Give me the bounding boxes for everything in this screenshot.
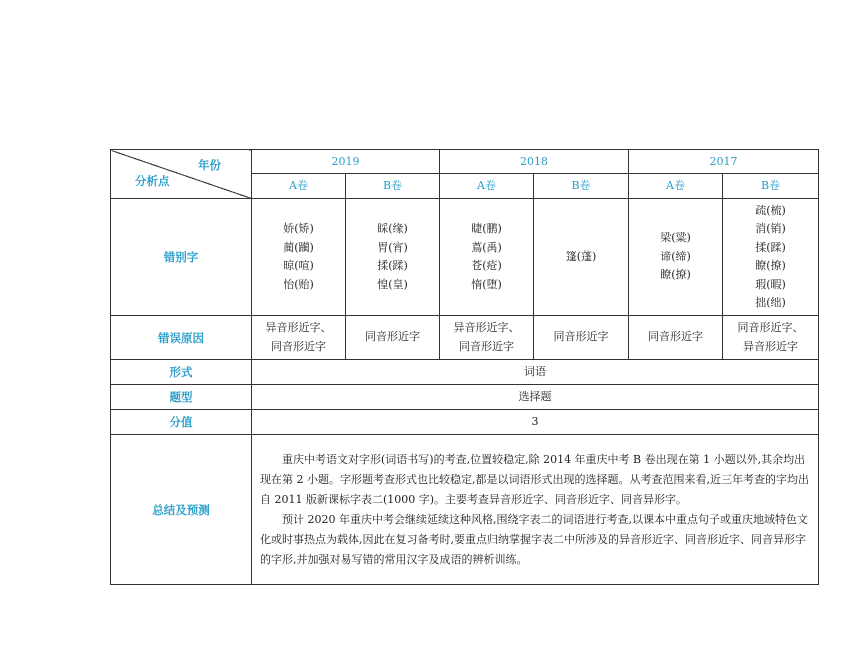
reason-cell-2019-b [346, 316, 440, 360]
paper-header: B卷 [346, 174, 440, 199]
typo-item: 惶(皇) [377, 277, 408, 291]
qtype-value: 选择题 [252, 385, 819, 410]
reason-text: 异音形近字 [743, 339, 798, 353]
reason-cell-2019-a [252, 316, 346, 360]
summary-paragraph: 重庆中考语文对字形(词语书写)的考查,位置较稳定,除 2014 年重庆中考 B 卷出现在第 1 小题以外,其余均出现在第 2 小题。字形题考查形式也比较稳定,都是以词语形式出现的选择题。从考查范围来看,近三年考查的字均出自 2011 版新课标字表二(1000 字)。主要考查异音形近字、同音形近字、同音异形字。 [260, 452, 809, 506]
score-row-label: 分值 [111, 410, 252, 435]
paper-header: A卷 [440, 174, 534, 199]
paper-header: A卷 [252, 174, 346, 199]
summary-cell [252, 435, 819, 585]
typos-cell-2017-b [723, 199, 819, 316]
typo-item: 瞭(撩) [660, 268, 691, 282]
reason-text: 异音形近字、 [453, 321, 520, 334]
reason-text: 同音形近字 [271, 339, 326, 353]
typo-item: 睫(鹏) [471, 222, 502, 235]
paper-header: B卷 [534, 174, 629, 199]
year-2018-header: 2018 [440, 150, 629, 174]
typo-item: 揉(蹂) [755, 240, 786, 254]
reason-text: 同音形近字 [365, 330, 420, 344]
typo-item: 揉(蹂) [377, 259, 408, 272]
prediction-paragraph: 预计 2020 年重庆中考会继续延续这种风格,围绕字表二的词语进行考查,以课本中重点句子或重庆地域特色文化或时事热点为载体,因此在复习备考时,要重点归纳掌握字表二中所涉及的异音形近字、同音形近字、同音异形字的字形,并加强对易写错的常用汉字及成语的辨析训练。 [260, 512, 808, 566]
reason-text: 同音形近字 [553, 330, 609, 344]
reason-cell-2018-b [534, 316, 629, 360]
analysis-corner-label: 分析点 [135, 174, 170, 188]
reason-text: 同音形近字、 [737, 321, 804, 334]
analysis-table-wrapper [110, 149, 818, 585]
paper-header: B卷 [723, 174, 819, 199]
typos-cell-2017-a [629, 199, 723, 316]
typo-item: 蔺(躏) [283, 240, 314, 254]
paper-header: A卷 [629, 174, 723, 199]
typo-item: 瑕(暇) [755, 277, 786, 291]
reason-text: 异音形近字、 [265, 321, 332, 334]
typo-item: 惰(堕) [471, 277, 502, 291]
corner-header-cell [111, 150, 252, 199]
reason-cell-2017-b [723, 316, 819, 360]
qtype-row-label: 题型 [111, 385, 252, 410]
typos-row-label: 错别字 [111, 199, 252, 316]
summary-row-label: 总结及预测 [111, 435, 252, 585]
typos-cell-2019-a [252, 199, 346, 316]
year-corner-label: 年份 [198, 158, 221, 172]
reason-text: 同音形近字 [648, 330, 703, 344]
typo-item: 苍(疮) [471, 259, 502, 272]
typo-item: 疏(梳) [755, 203, 786, 217]
typo-item: 怡(贻) [283, 277, 314, 291]
typo-item: 消(销) [755, 222, 786, 235]
typo-item: 娇(矫) [283, 222, 314, 235]
form-value: 词语 [252, 360, 819, 385]
form-row-label: 形式 [111, 360, 252, 385]
typo-item: 篷(蓬) [565, 249, 597, 263]
score-value: 3 [252, 410, 819, 435]
typos-cell-2018-b [534, 199, 629, 316]
typos-cell-2019-b [346, 199, 440, 316]
typo-item: 梁(粱) [660, 231, 691, 245]
reason-text: 同音形近字 [459, 339, 514, 353]
typo-item: 晾(喧) [283, 259, 314, 272]
typo-item: 睬(缘) [377, 222, 408, 235]
typos-cell-2018-a [440, 199, 534, 316]
typo-item: 蔦(禹) [471, 240, 502, 254]
analysis-table [110, 149, 819, 585]
typo-item: 拙(绌) [755, 296, 786, 309]
reason-cell-2017-a [629, 316, 723, 360]
typo-item: 谛(缔) [660, 249, 691, 263]
year-2017-header: 2017 [629, 150, 819, 174]
reason-row-label: 错误原因 [111, 316, 252, 360]
typo-item: 胃(宵) [377, 240, 408, 254]
typo-item: 瞭(撩) [755, 259, 786, 272]
year-2019-header: 2019 [252, 150, 440, 174]
reason-cell-2018-a [440, 316, 534, 360]
